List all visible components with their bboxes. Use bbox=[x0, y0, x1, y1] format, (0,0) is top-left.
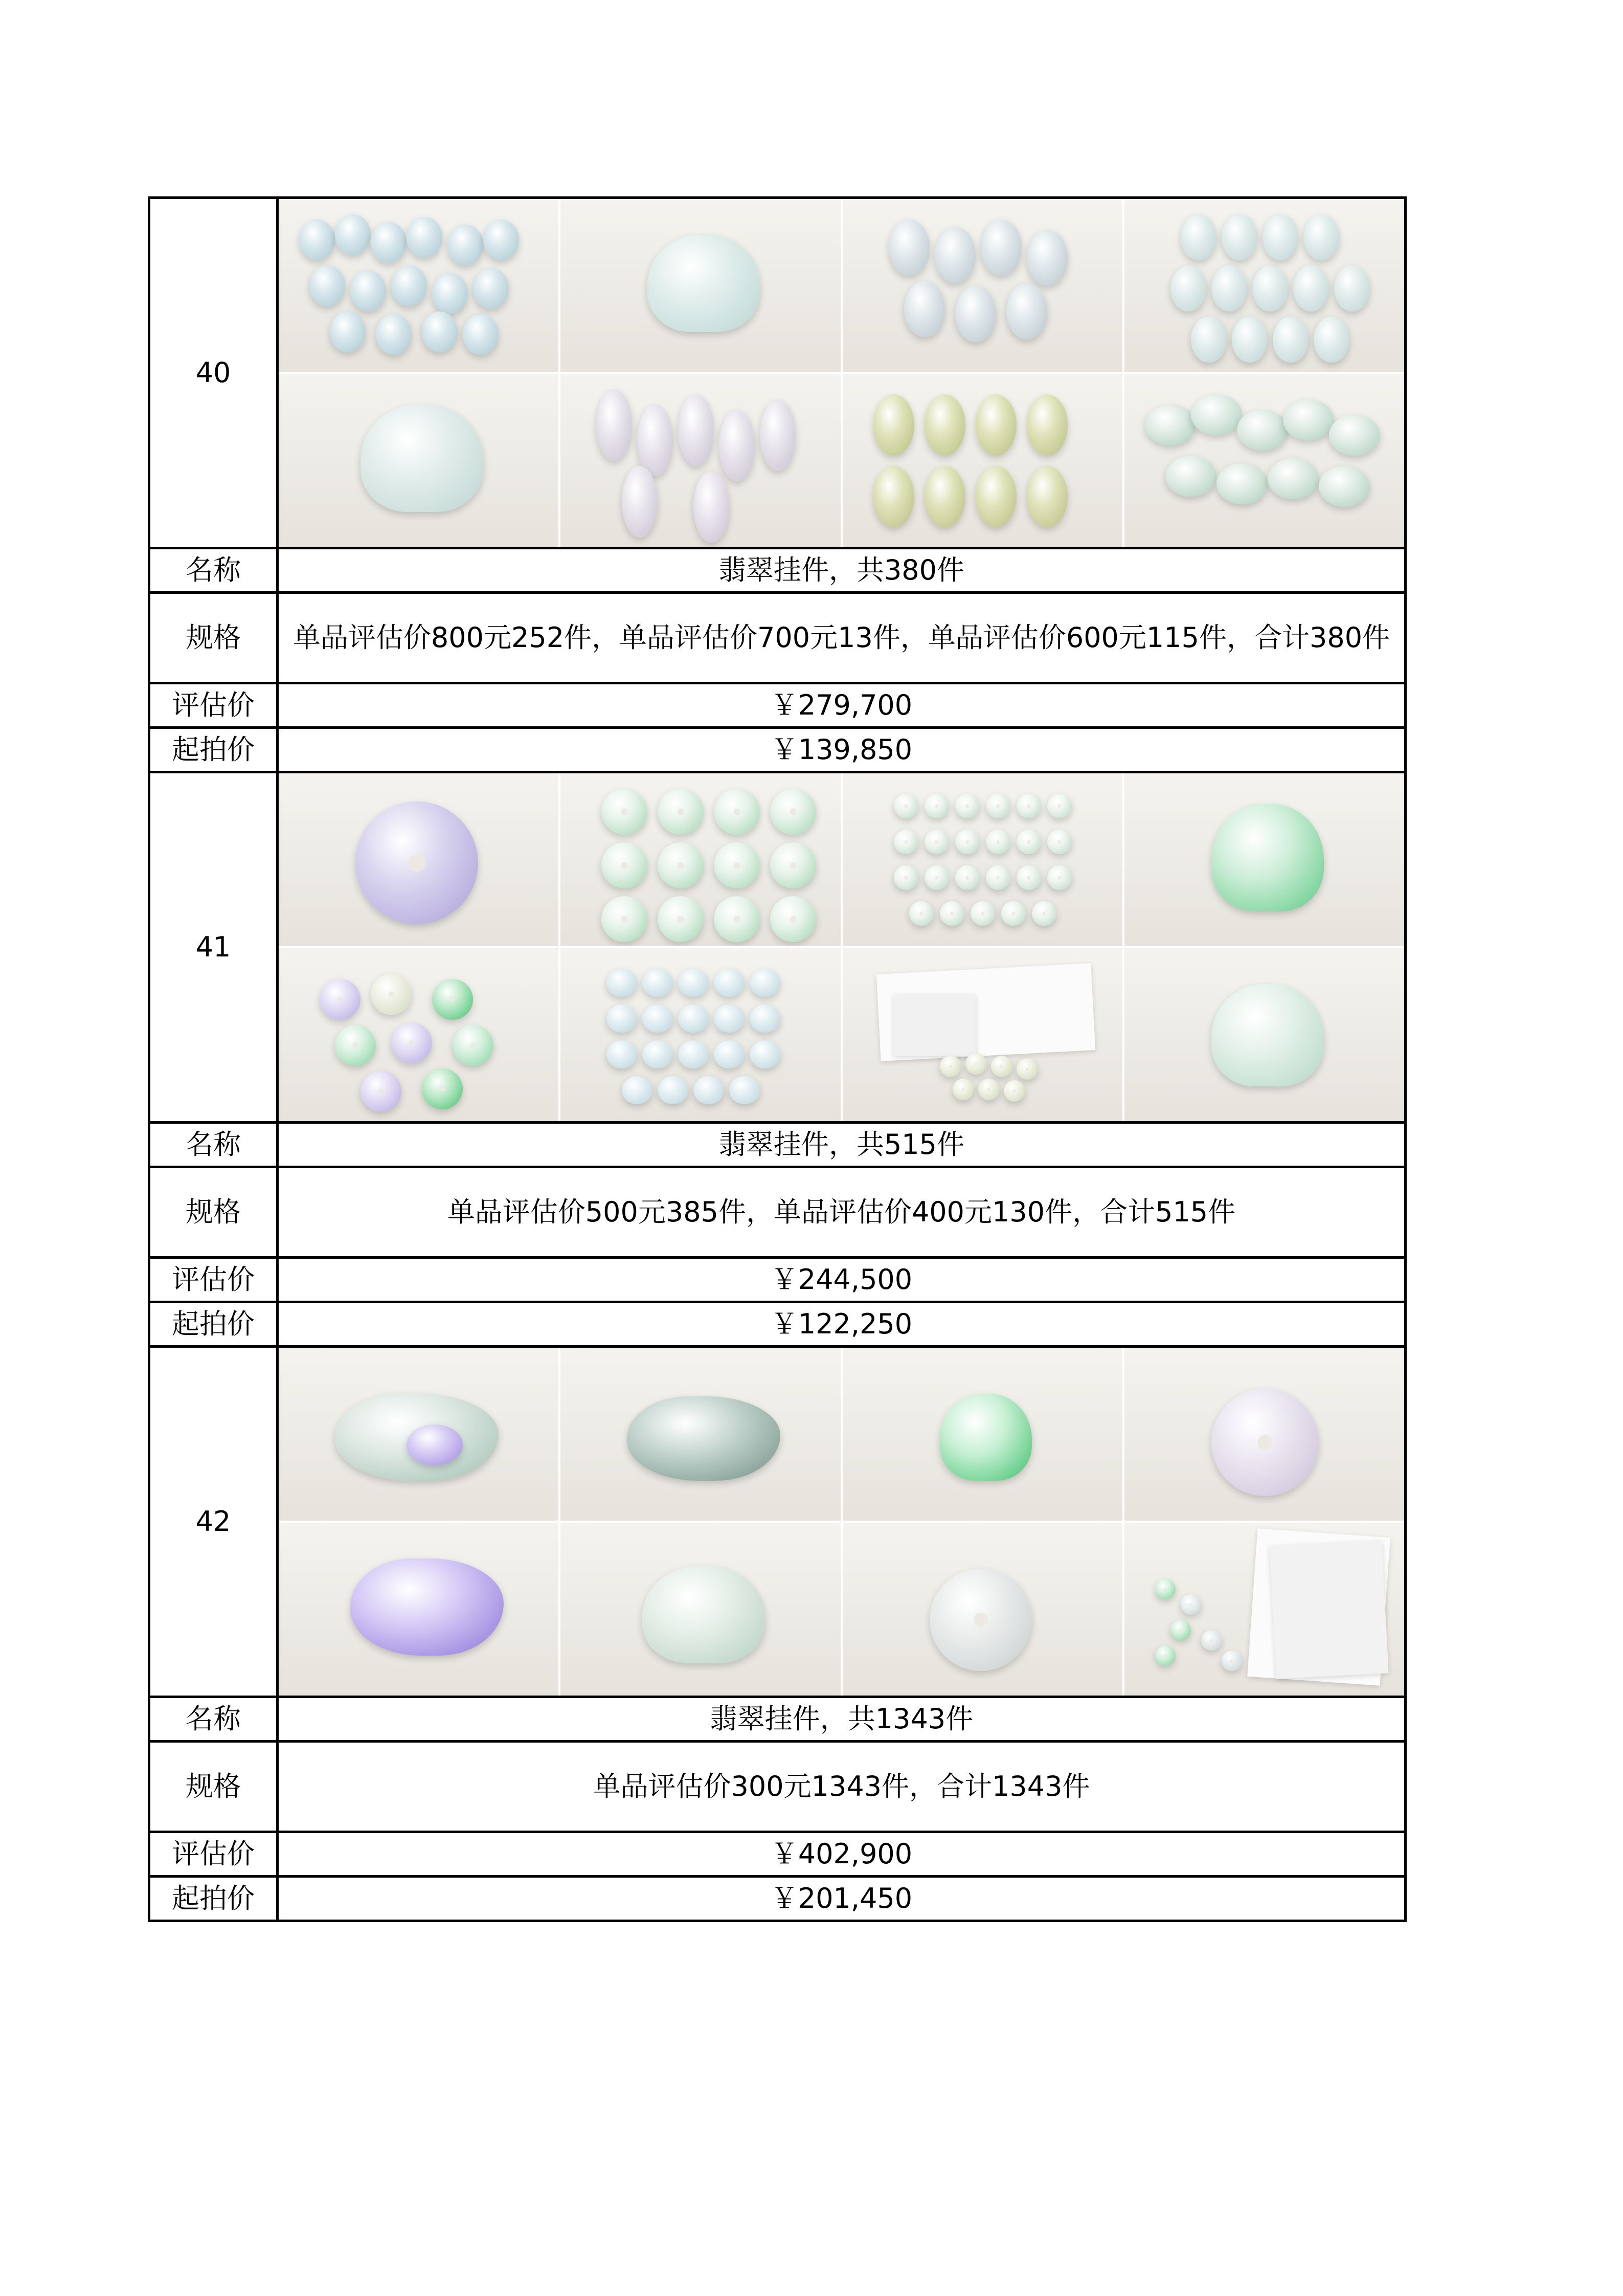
name-label: 名称 bbox=[149, 548, 278, 593]
photo-grid bbox=[279, 773, 1404, 1121]
lot-estimate-price: ￥244,500 bbox=[278, 1258, 1406, 1302]
lot-start-price: ￥201,450 bbox=[278, 1877, 1406, 1921]
lot-40-estimate-row bbox=[149, 683, 1406, 728]
name-label: 名称 bbox=[149, 1123, 278, 1167]
jade-photo bbox=[843, 1523, 1122, 1696]
name-label: 名称 bbox=[149, 1697, 278, 1742]
jade-photo bbox=[279, 948, 558, 1121]
lot-name: 翡翠挂件，共1343件 bbox=[278, 1697, 1406, 1742]
lot-estimate-price: ￥402,900 bbox=[278, 1832, 1406, 1877]
jade-photo bbox=[843, 199, 1122, 372]
spec-label: 规格 bbox=[149, 1742, 278, 1832]
jade-photo bbox=[560, 199, 840, 372]
photo-cell bbox=[278, 198, 1406, 548]
lot-41-photos-row bbox=[149, 772, 1406, 1123]
lot-42-photos-row bbox=[149, 1347, 1406, 1697]
jade-photo bbox=[560, 374, 840, 547]
jade-photo bbox=[279, 199, 558, 372]
spec-label: 规格 bbox=[149, 1167, 278, 1258]
lot-start-price: ￥122,250 bbox=[278, 1302, 1406, 1347]
jade-photo bbox=[1124, 199, 1404, 372]
jade-photo bbox=[560, 773, 840, 946]
lot-41-name-row bbox=[149, 1123, 1406, 1167]
start-label: 起拍价 bbox=[149, 1302, 278, 1347]
jade-photo bbox=[843, 374, 1122, 547]
jade-photo bbox=[560, 1523, 840, 1696]
photo-cell bbox=[278, 1347, 1406, 1697]
start-label: 起拍价 bbox=[149, 728, 278, 772]
lot-spec bbox=[278, 1742, 1406, 1832]
lot-42-estimate-row bbox=[149, 1832, 1406, 1877]
lot-42-spec-row bbox=[149, 1742, 1406, 1832]
jade-photo bbox=[1124, 1523, 1404, 1696]
lot-40-spec-row bbox=[149, 593, 1406, 683]
lot-spec-text: 单品评估价800元252件，单品评估价700元13件，单品评估价600元115件，合计380件 bbox=[292, 621, 1390, 654]
lot-42-name-row bbox=[149, 1697, 1406, 1742]
jade-photo bbox=[279, 1348, 558, 1521]
jade-photo bbox=[1124, 374, 1404, 547]
lot-start-price: ￥139,850 bbox=[278, 728, 1406, 772]
lot-number: 40 bbox=[149, 198, 278, 548]
jade-photo bbox=[843, 948, 1122, 1121]
lot-40-name-row bbox=[149, 548, 1406, 593]
jade-photo bbox=[560, 948, 840, 1121]
lot-spec-text: 单品评估价500元385件，单品评估价400元130件，合计515件 bbox=[447, 1195, 1236, 1228]
estimate-label: 评估价 bbox=[149, 683, 278, 728]
lot-spec-text: 单品评估价300元1343件，合计1343件 bbox=[593, 1770, 1090, 1802]
lot-41-estimate-row bbox=[149, 1258, 1406, 1302]
lot-name: 翡翠挂件，共515件 bbox=[278, 1123, 1406, 1167]
jade-photo bbox=[279, 773, 558, 946]
jade-photo bbox=[1124, 773, 1404, 946]
lot-41-spec-row bbox=[149, 1167, 1406, 1258]
lot-spec bbox=[278, 593, 1406, 683]
lot-40-start-row bbox=[149, 728, 1406, 772]
start-label: 起拍价 bbox=[149, 1877, 278, 1921]
spec-label: 规格 bbox=[149, 593, 278, 683]
lot-41-start-row bbox=[149, 1302, 1406, 1347]
jade-photo bbox=[1124, 1348, 1404, 1521]
jade-photo bbox=[1124, 948, 1404, 1121]
lot-estimate-price: ￥279,700 bbox=[278, 683, 1406, 728]
lot-number: 42 bbox=[149, 1347, 278, 1697]
jade-photo bbox=[279, 1523, 558, 1696]
lots-table bbox=[148, 196, 1407, 1922]
lot-40-photos-row bbox=[149, 198, 1406, 548]
photo-grid bbox=[279, 199, 1404, 547]
jade-photo bbox=[843, 1348, 1122, 1521]
estimate-label: 评估价 bbox=[149, 1832, 278, 1877]
photo-cell bbox=[278, 772, 1406, 1123]
jade-photo bbox=[843, 773, 1122, 946]
jade-photo bbox=[560, 1348, 840, 1521]
jade-photo bbox=[279, 374, 558, 547]
lot-42-start-row bbox=[149, 1877, 1406, 1921]
lot-number: 41 bbox=[149, 772, 278, 1123]
lot-name: 翡翠挂件，共380件 bbox=[278, 548, 1406, 593]
photo-grid bbox=[279, 1348, 1404, 1696]
lot-spec bbox=[278, 1167, 1406, 1258]
estimate-label: 评估价 bbox=[149, 1258, 278, 1302]
